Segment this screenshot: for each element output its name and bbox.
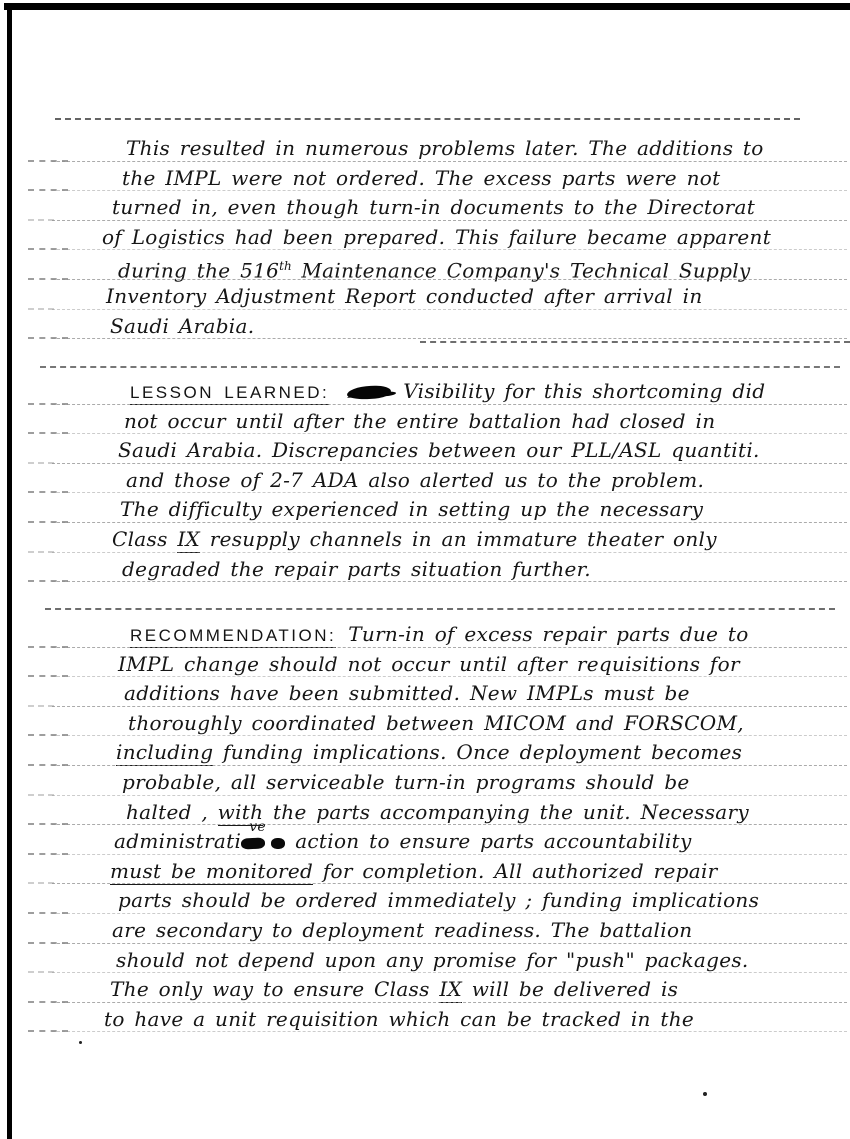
text-segment: and those of 2-7 ADA also alerted us to the problem. bbox=[126, 467, 705, 492]
text-segment: should not depend upon any promise for "push" packages. bbox=[116, 947, 749, 972]
ruled-line bbox=[40, 366, 840, 368]
scan-border-left bbox=[7, 3, 12, 1139]
handwritten-line bbox=[100, 1006, 805, 1036]
text-segment: Turn-in of excess repair parts due to bbox=[348, 622, 749, 646]
handwritten-line bbox=[100, 917, 805, 947]
text-segment: probable, all serviceable turn-in programs should be bbox=[122, 769, 690, 794]
handwritten-line bbox=[100, 253, 805, 283]
scribble-crossed-out-letter bbox=[271, 838, 285, 849]
text-segment: during the 516 bbox=[118, 259, 280, 284]
text-segment: funding implications. Once deployment becomes bbox=[213, 740, 743, 765]
handwritten-line bbox=[100, 283, 805, 313]
handwritten-line bbox=[100, 165, 805, 195]
text-segment: Visibility for this shortcoming did bbox=[403, 379, 766, 403]
text-segment: IMPL change should not occur until after requisitions for bbox=[118, 651, 740, 676]
handwritten-line bbox=[100, 408, 805, 438]
handwritten-line bbox=[100, 887, 805, 917]
text-segment: The only way to ensure Class bbox=[110, 977, 440, 1002]
superscript-correction: ve bbox=[249, 819, 266, 836]
text-segment: Saudi Arabia. Discrepancies between our PLL/ASL quantiti. bbox=[118, 438, 760, 463]
text-segment: the parts accompanying the unit. Necessary bbox=[263, 799, 749, 824]
handwritten-line bbox=[100, 680, 805, 710]
handwritten-line bbox=[100, 496, 805, 526]
paragraph-intro bbox=[100, 135, 805, 342]
handwritten-line bbox=[100, 621, 805, 651]
text-segment: degraded the repair parts situation further. bbox=[122, 556, 591, 581]
handwritten-line bbox=[100, 651, 805, 681]
handwritten-line bbox=[100, 467, 805, 497]
text-segment: will be delivered is bbox=[462, 977, 679, 1002]
text-segment: not occur until after the entire battalion had closed in bbox=[124, 408, 716, 433]
ink-speck bbox=[703, 1092, 707, 1096]
handwritten-line bbox=[100, 437, 805, 467]
text-segment: additions have been submitted. New IMPLs must be bbox=[124, 681, 690, 706]
text-segment: resupply channels in an immature theater only bbox=[200, 526, 717, 551]
text-segment: administrati bbox=[114, 829, 242, 854]
handwritten-line bbox=[100, 224, 805, 254]
paragraph-lesson-learned bbox=[100, 378, 805, 585]
handwritten-line bbox=[100, 135, 805, 165]
handwritten-line bbox=[100, 799, 805, 829]
text-segment: the IMPL were not ordered. The excess parts were not bbox=[122, 165, 721, 190]
text-segment: to have a unit requisition which can be tracked in the bbox=[104, 1006, 695, 1031]
handwritten-line bbox=[100, 194, 805, 224]
text-segment: Inventory Adjustment Report conducted after arrival in bbox=[106, 283, 703, 308]
text-segment: turned in, even though turn-in documents to the Directorat bbox=[112, 195, 756, 220]
text-segment: Class bbox=[112, 526, 178, 551]
underlined-word: including bbox=[116, 740, 214, 765]
text-segment: Saudi Arabia. bbox=[110, 313, 255, 338]
ruled-line bbox=[55, 118, 800, 120]
handwritten-line bbox=[100, 947, 805, 977]
text-segment: for completion. All authorized repair bbox=[313, 858, 718, 883]
underlined-roman-numeral: IX bbox=[177, 526, 201, 551]
handwritten-line bbox=[100, 739, 805, 769]
text-segment: of Logistics had been prepared. This failure became apparent bbox=[102, 224, 772, 249]
handwritten-line bbox=[100, 378, 805, 408]
text-segment: Maintenance Company's Technical Supply bbox=[291, 259, 751, 284]
section-heading-recommendation: RECOMMENDATION: bbox=[130, 626, 336, 648]
handwritten-line bbox=[100, 858, 805, 888]
inline-correction bbox=[241, 819, 266, 855]
text-segment: are secondary to deployment readiness. The battalion bbox=[112, 917, 693, 942]
underlined-roman-numeral: IX bbox=[439, 977, 463, 1002]
text-segment: action to ensure parts accountability bbox=[295, 829, 692, 854]
paragraph-recommendation bbox=[100, 621, 805, 1035]
text-segment: This resulted in numerous problems later. The additions to bbox=[126, 136, 764, 160]
handwritten-line bbox=[100, 313, 805, 343]
underlined-word: with bbox=[217, 799, 264, 824]
handwritten-line bbox=[100, 819, 805, 858]
section-heading-lesson-learned: LESSON LEARNED: bbox=[130, 383, 329, 405]
text-segment: The difficulty experienced in setting up the necessary bbox=[120, 497, 704, 522]
handwritten-line bbox=[100, 769, 805, 799]
text-segment: halted , bbox=[126, 799, 218, 824]
ink-speck bbox=[79, 1041, 82, 1044]
text-segment: thoroughly coordinated between MICOM and FORSCOM, bbox=[128, 710, 744, 735]
text-segment: parts should be ordered immediately ; funding implications bbox=[118, 888, 760, 913]
handwritten-line bbox=[100, 976, 805, 1006]
superscript-th: th bbox=[279, 259, 292, 274]
handwritten-line bbox=[100, 710, 805, 740]
scan-border-top bbox=[4, 3, 850, 10]
scribble-crossed-out-word bbox=[347, 385, 391, 400]
handwritten-line bbox=[100, 526, 805, 556]
ruled-line bbox=[45, 608, 835, 610]
handwritten-line bbox=[100, 556, 805, 586]
underlined-phrase: must be monitored bbox=[110, 858, 314, 883]
